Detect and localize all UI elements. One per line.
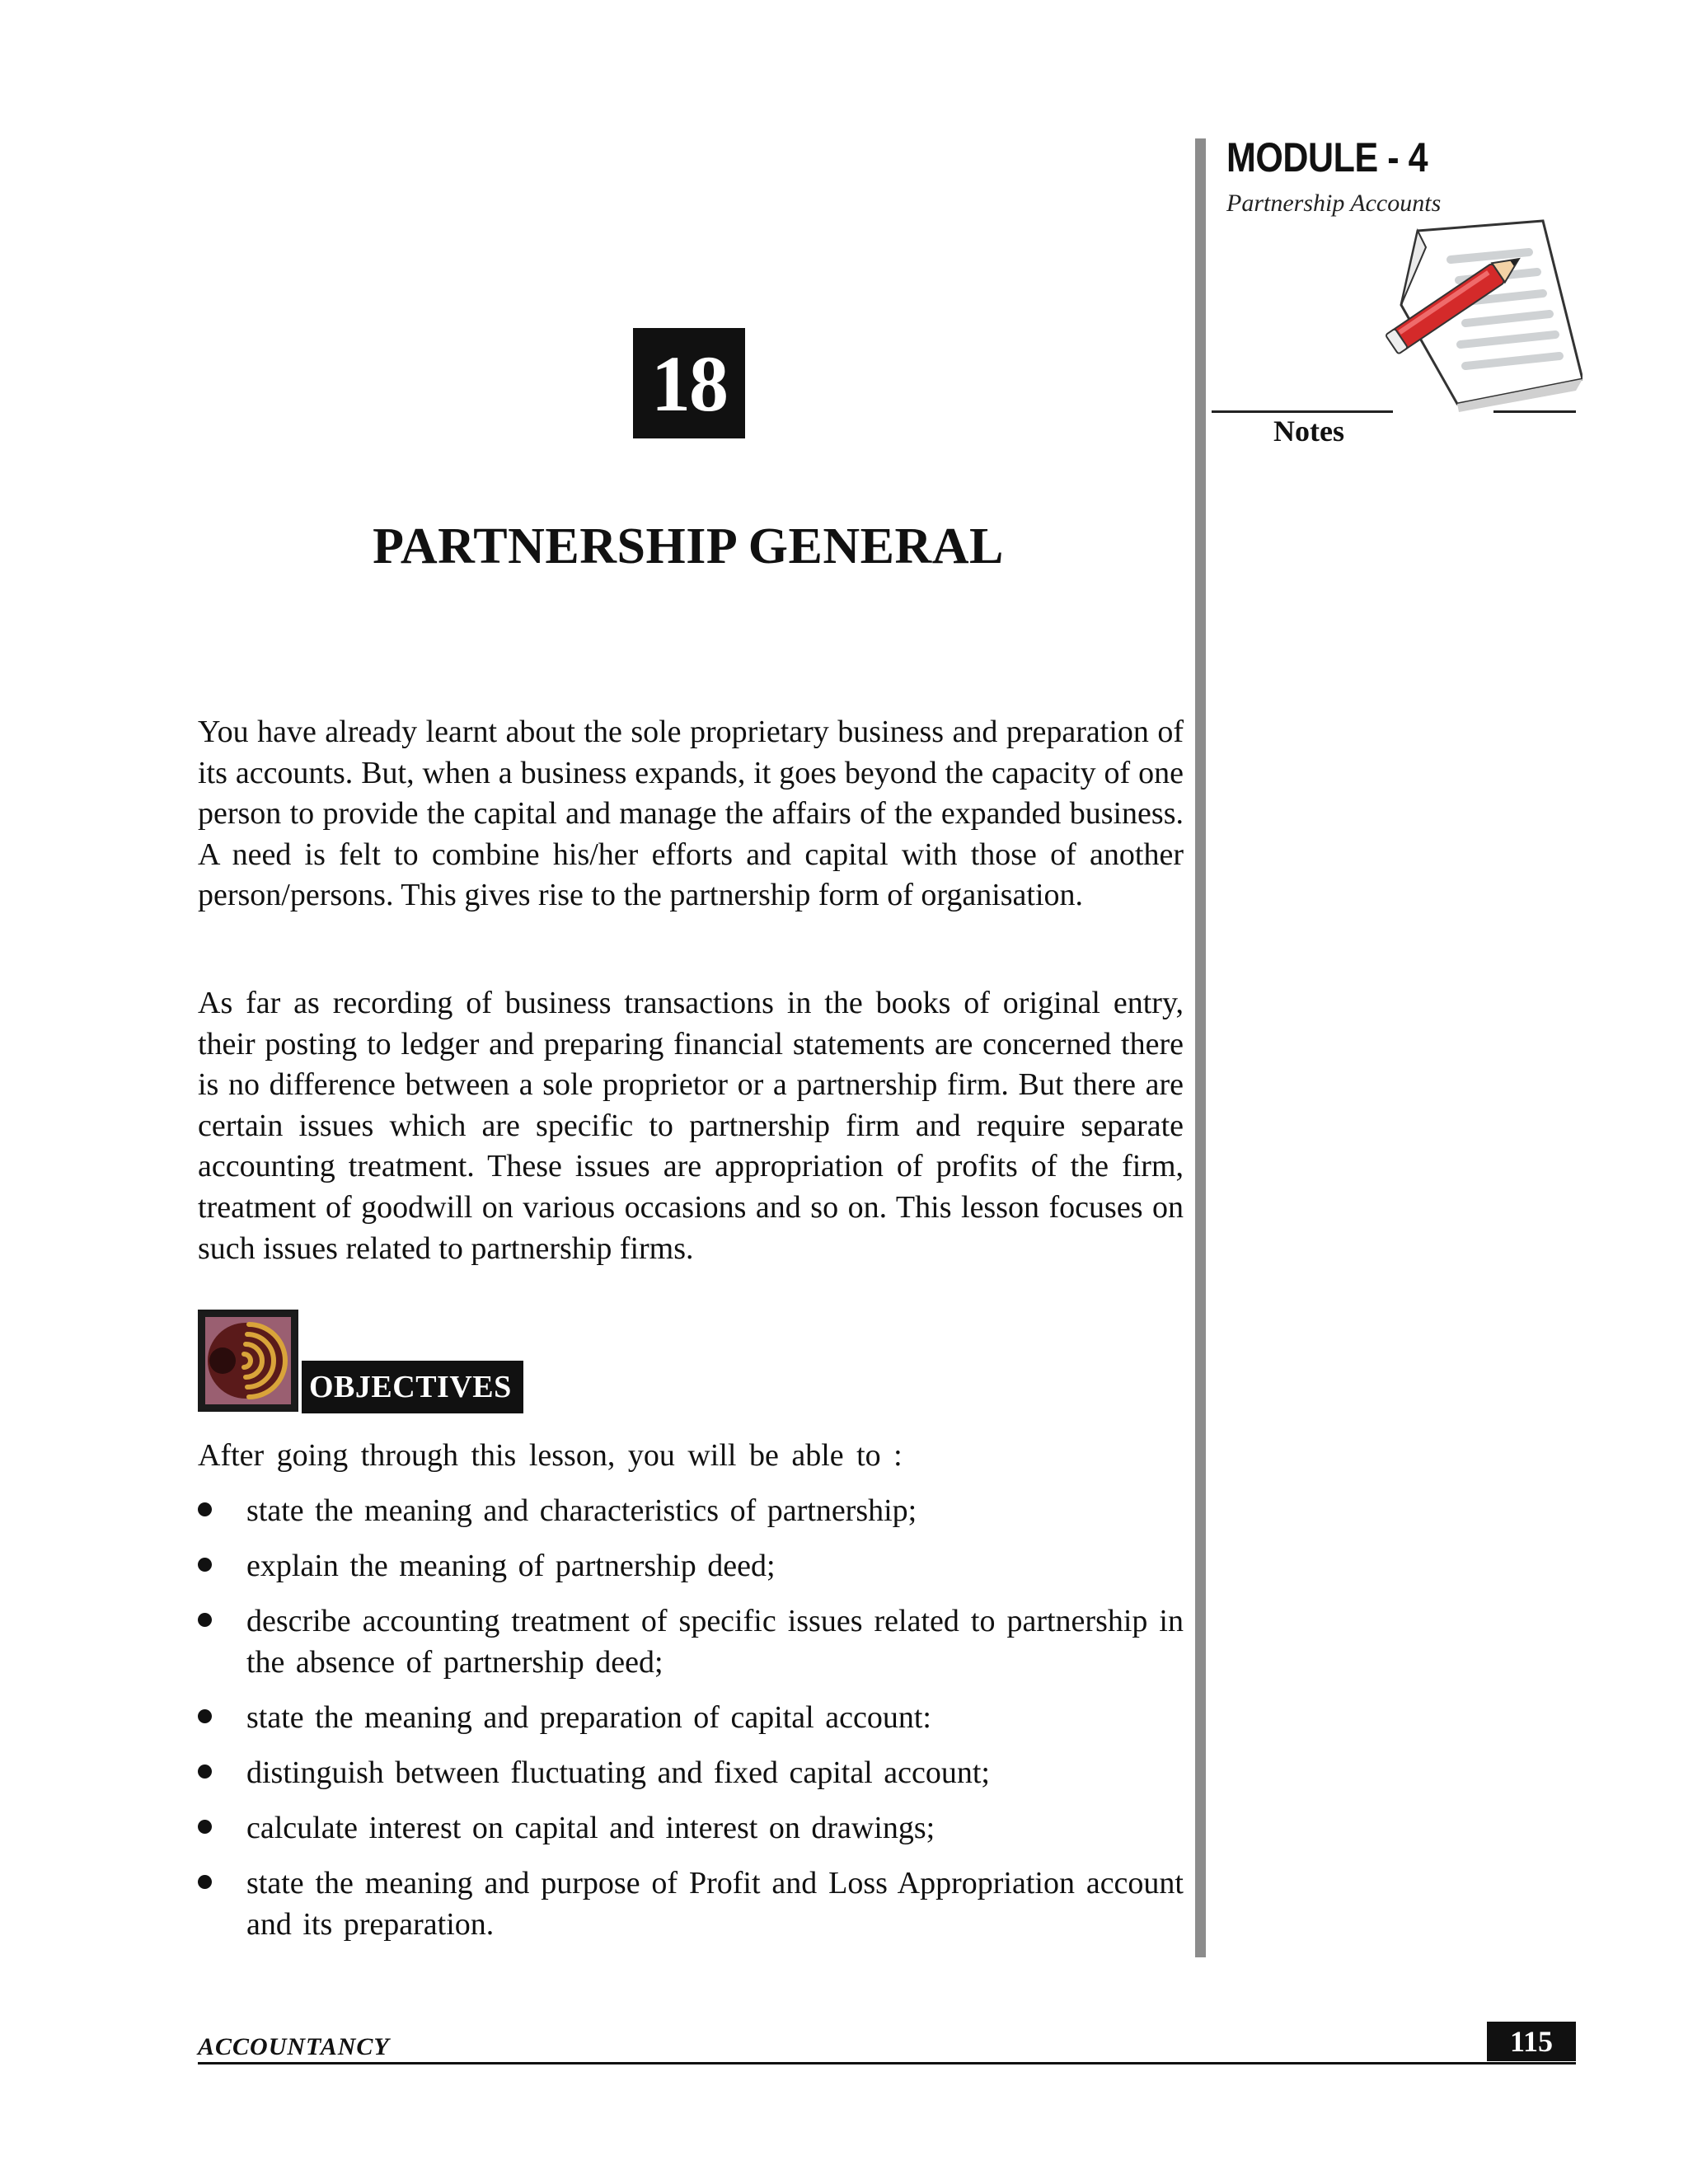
intro-paragraph-2: As far as recording of business transactions in the books of original entry, their posting to ledger and preparing financial statements are concerned there is no difference between a sole proprietor or a partnership firm. But there are certain issues which are specific to partnership firm and require separate accounting treatment. These issues are appropriation of profits of the firm, treatment of goodwill on various occasions and so on. This lesson focuses on such issues related to partnership firms.: [198, 986, 1184, 1266]
list-item: [198, 1490, 1184, 1531]
bullet-icon: [198, 1820, 212, 1834]
list-item: [198, 1697, 1184, 1738]
objective-text: calculate interest on capital and interest on drawings;: [246, 1811, 935, 1845]
list-item: [198, 1601, 1184, 1683]
objective-text: state the meaning and preparation of capital account:: [246, 1700, 931, 1735]
notes-label: Notes: [1273, 415, 1344, 448]
footer-subject: ACCOUNTANCY: [198, 2033, 390, 2060]
list-item: [198, 1807, 1184, 1849]
objectives-list: [198, 1490, 1184, 1959]
page-number: 115: [1487, 2022, 1576, 2061]
objectives-heading: OBJECTIVES: [302, 1361, 523, 1413]
bullet-icon: [198, 1765, 212, 1779]
list-item: [198, 1752, 1184, 1793]
bullet-icon: [198, 1875, 212, 1889]
module-title: MODULE - 4: [1226, 134, 1428, 180]
bullet-icon: [198, 1502, 212, 1516]
objective-text: explain the meaning of partnership deed;: [246, 1549, 776, 1583]
module-subtitle: Partnership Accounts: [1226, 190, 1442, 217]
objective-text: state the meaning and characteristics of partnership;: [246, 1493, 917, 1528]
objective-text: describe accounting treatment of specific issues related to partnership in the absence of partnership deed;: [246, 1604, 1184, 1680]
intro-paragraph-1: You have already learnt about the sole proprietary business and preparation of its accounts. But, when a business expands, it goes beyond the capacity of one person to provide the capital and manage the affairs of the expanded business. A need is felt to combine his/her efforts and capital with those of another person/persons. This gives rise to the partnership form of organisation.: [198, 715, 1184, 913]
list-item: [198, 1545, 1184, 1586]
margin-divider: [1195, 138, 1206, 1957]
objectives-intro: After going through this lesson, you will be able to :: [198, 1438, 903, 1473]
bullet-icon: [198, 1709, 212, 1723]
chapter-number: 18: [633, 328, 745, 438]
bullet-icon: [198, 1613, 212, 1627]
bullet-icon: [198, 1558, 212, 1572]
chapter-title: PARTNERSHIP GENERAL: [373, 518, 1004, 574]
objective-text: distinguish between fluctuating and fixed capital account;: [246, 1755, 990, 1790]
footer-rule: [198, 2062, 1576, 2064]
notes-rule-left: [1212, 410, 1393, 413]
list-item: [198, 1863, 1184, 1945]
objectives-target-icon: [198, 1310, 298, 1412]
notes-rule-right: [1493, 410, 1576, 413]
objective-text: state the meaning and purpose of Profit and Loss Appropriation account and its preparation.: [246, 1866, 1184, 1942]
